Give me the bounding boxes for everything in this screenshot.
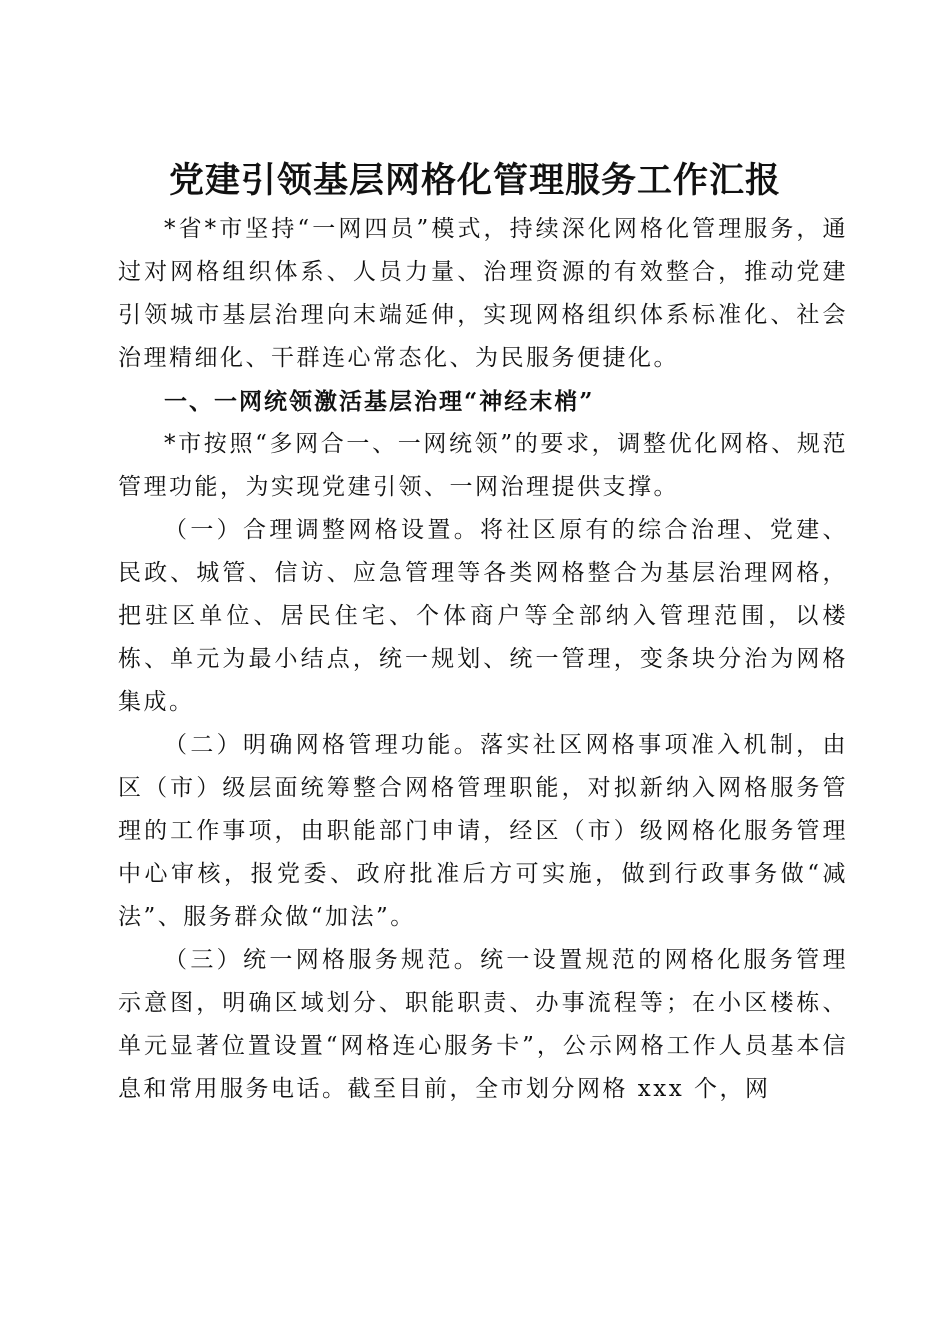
subsection-text-1: 将社区原有的综合治理、党建、民政、城管、信访、应急管理等各类网格整合为基层治理网格，把驻区单位、居民住宅、个体商户等全部纳入管理范围，以楼栋、单元为最小结点，统一规划、统一管理，变条块分治为网格集成。: [118, 517, 849, 715]
subsection-paragraph-3: [118, 939, 848, 1111]
subsection-paragraph-1: [118, 509, 848, 724]
section-heading-1: 一、一网统领激活基层治理“神经末梢”: [164, 388, 595, 415]
subsection-text-2: 落实社区网格事项准入机制，由区（市）级层面统筹整合网格管理职能，对拟新纳入网格服务管理的工作事项，由职能部门申请，经区（市）级网格化服务管理中心审核，报党委、政府批准后方可实施，做到行政事务做“减法”、服务群众做“加法”。: [118, 732, 849, 930]
document-title: 党建引领基层网格化管理服务工作汇报: [168, 160, 781, 202]
subsection-lead-3: （三）统一网格服务规范。: [164, 947, 481, 973]
subsection-text-3: 统一设置规范的网格化服务管理示意图，明确区域划分、职能职责、办事流程等；在小区楼栋、单元显著位置设置“网格连心服务卡”，公示网格工作人员基本信息和常用服务电话。截至目前，全市划分网格 xxx 个，网: [118, 947, 849, 1102]
subsection-lead-2: （二）明确网格管理功能。: [164, 732, 481, 758]
subsection-paragraph-2: [118, 724, 848, 939]
subsection-lead-1: （一）合理调整网格设置。: [164, 517, 481, 543]
intro-paragraph: *省*市坚持“一网四员”模式，持续深化网格化管理服务，通过对网格组织体系、人员力量、治理资源的有效整合，推动党建引领城市基层治理向末端延伸，实现网格组织体系标准化、社会治理精细化、干群连心常态化、为民服务便捷化。: [118, 216, 848, 371]
document-body: [118, 208, 848, 1111]
section-1-intro-paragraph: *市按照“多网合一、一网统领”的要求，调整优化网格、规范管理功能，为实现党建引领、一网治理提供支撑。: [118, 431, 848, 500]
